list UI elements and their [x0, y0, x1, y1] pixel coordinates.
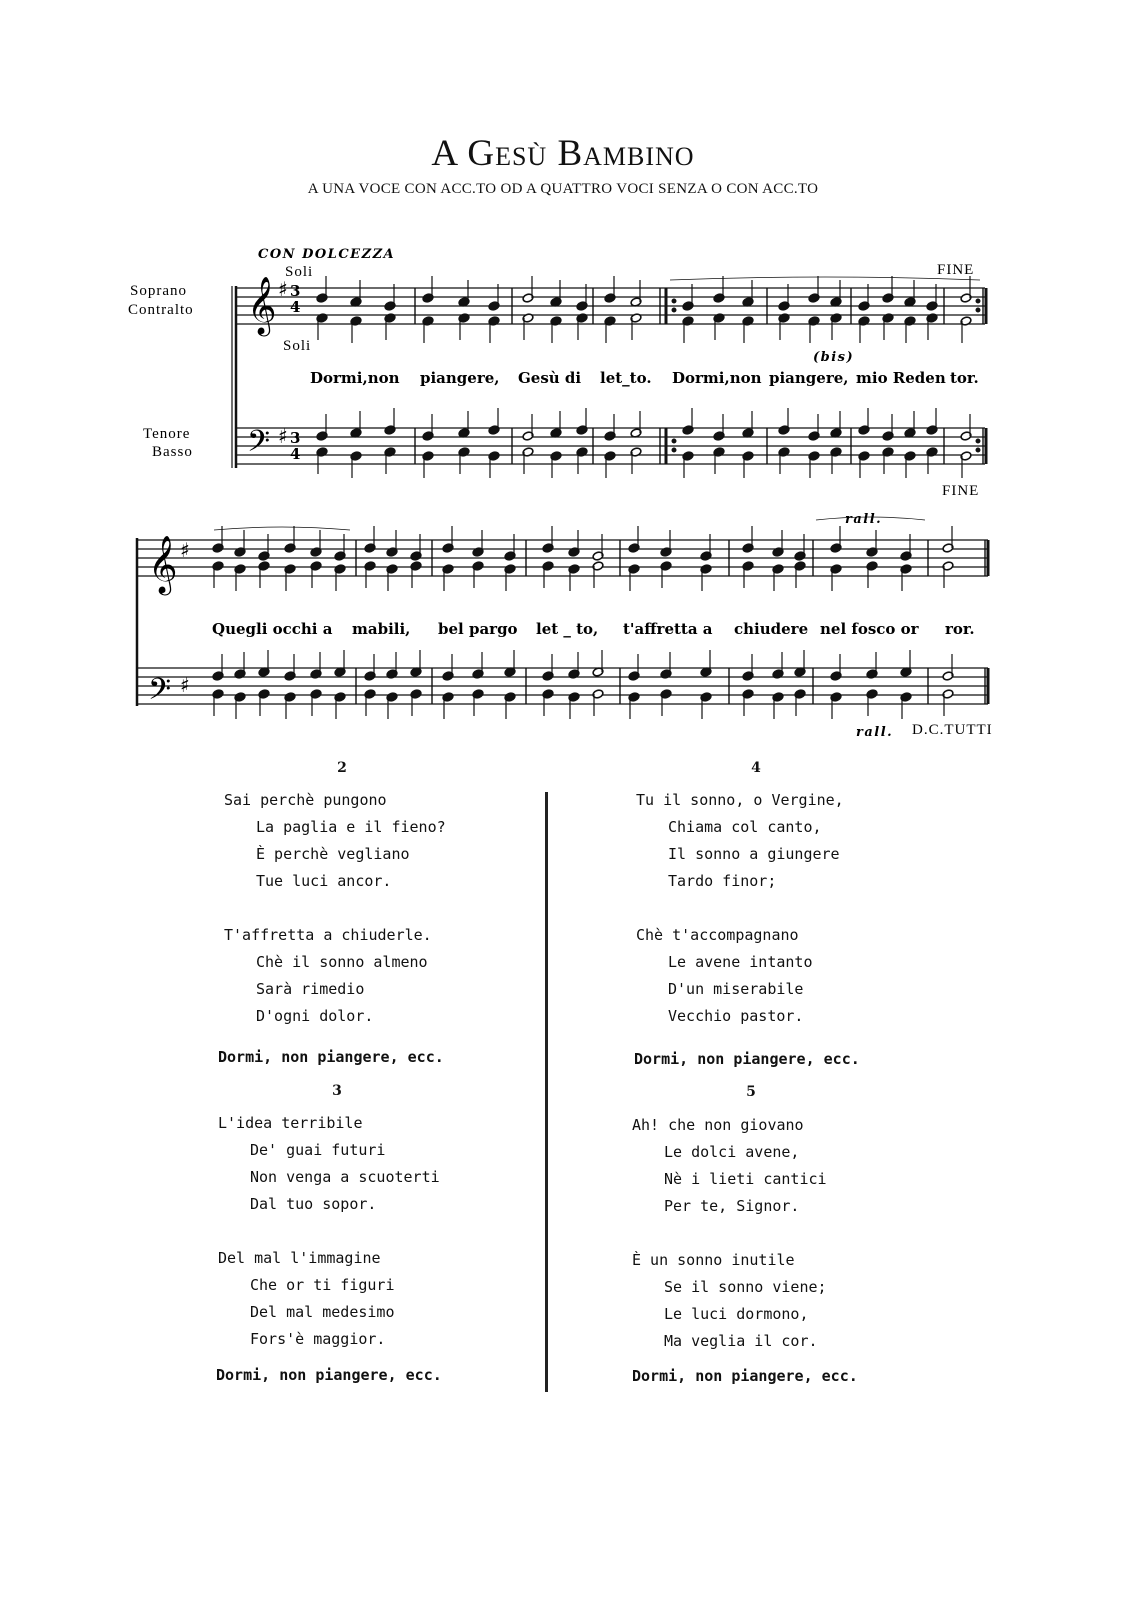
treble-clef: 𝄞 [148, 535, 178, 593]
verse-line: Ma veglia il cor. [664, 1332, 818, 1350]
lyric-syllable: nel fosco or [820, 620, 919, 638]
page-subtitle: A UNA VOCE CON ACC.TO OD A QUATTRO VOCI SENZA O CON ACC.TO [307, 181, 819, 197]
verse-line: Del mal l'immagine [218, 1249, 381, 1267]
verse-line: Dal tuo sopor. [250, 1195, 377, 1213]
verse-line: Se il sonno viene; [664, 1278, 827, 1296]
bass-clef: 𝄢 [247, 425, 271, 466]
time-signature: 4 [290, 445, 301, 463]
verse-line: Le dolci avene, [664, 1143, 800, 1161]
slur [670, 277, 980, 280]
verse-line: Tue luci ancor. [256, 872, 392, 890]
verse-line: La paglia e il fieno? [256, 818, 446, 836]
verse-line: T'affretta a chiuderle. [224, 926, 432, 944]
verse-2 [224, 787, 446, 1030]
verse-line: Le luci dormono, [664, 1305, 809, 1323]
repeat-dot [976, 299, 980, 303]
verse-line: È perchè vegliano [256, 845, 410, 863]
lyric-syllable: chiudere [734, 620, 809, 638]
lyric-syllable: Quegli occhi a [212, 620, 333, 638]
verse-line: Per te, Signor. [664, 1197, 800, 1215]
verse-number: 4 [751, 760, 761, 776]
verse-4 [636, 787, 844, 1030]
bis-marking: (bis) [813, 350, 855, 365]
verse-line: Sai perchè pungono [224, 791, 387, 809]
verse-line: Che or ti figuri [250, 1276, 395, 1294]
verse-line: Chiama col canto, [668, 818, 822, 836]
time-signature: 4 [290, 298, 301, 316]
verse-line: D'un miserabile [668, 980, 804, 998]
repeat-dot [976, 308, 980, 312]
tempo-marking: CON DOLCEZZA [258, 247, 396, 262]
lyrics-system-2 [212, 620, 975, 638]
rall-marking-bottom: rall. [856, 725, 894, 740]
repeat-dot [672, 308, 676, 312]
lyric-syllable: ror. [945, 620, 975, 638]
key-signature: ♯ [180, 673, 190, 697]
lyric-syllable: piangere, [769, 369, 849, 387]
bass-clef: 𝄢 [148, 673, 172, 714]
repeat-dot [976, 439, 980, 443]
verse-line: Fors'è maggior. [250, 1330, 386, 1348]
dc-marking: D.C.TUTTI [912, 722, 993, 738]
voice-label-basso: Basso [152, 444, 193, 460]
lyric-syllable: mio Reden [856, 369, 946, 387]
verse-line: Tardo finor; [668, 872, 777, 890]
verse-line: Del mal medesimo [250, 1303, 395, 1321]
slur [214, 527, 350, 530]
verse-line: Vecchio pastor. [668, 1007, 804, 1025]
soli-label-upper: Soli [285, 264, 314, 280]
key-signature: ♯ [180, 538, 190, 562]
verse-line: Ah! che non giovano [632, 1116, 804, 1134]
music-score [0, 0, 1126, 760]
verse-number: 3 [332, 1083, 342, 1099]
lyric-syllable: Dormi,non [672, 369, 762, 387]
key-signature: ♯ [278, 424, 288, 448]
refrain-line: Dormi, non piangere, ecc. [634, 1050, 860, 1068]
repeat-dot [672, 299, 676, 303]
rall-marking-top: rall. [845, 512, 883, 527]
lyric-syllable: t'affretta a [623, 620, 713, 638]
staff-lines [137, 286, 988, 706]
verse-line: De' guai futuri [250, 1141, 386, 1159]
verse-line: L'idea terribile [218, 1114, 363, 1132]
repeat-dot [672, 439, 676, 443]
verse-line: Sarà rimedio [256, 980, 365, 998]
lyric-syllable: let_to. [600, 369, 652, 387]
soli-label-lower: Soli [283, 338, 312, 354]
lyric-syllable: let _ to, [536, 620, 599, 638]
refrain-line: Dormi, non piangere, ecc. [218, 1048, 444, 1066]
repeat-dot [672, 448, 676, 452]
repeat-dot [976, 448, 980, 452]
lyrics-system-1 [310, 369, 979, 387]
verse-line: Non venga a scuoterti [250, 1168, 440, 1186]
refrain-line: Dormi, non piangere, ecc. [216, 1366, 442, 1384]
verse-number: 5 [746, 1084, 756, 1100]
voice-label-contralto: Contralto [128, 302, 194, 318]
page-title: A Gesù Bambino [431, 133, 695, 174]
lyric-syllable: bel pargo [438, 620, 518, 638]
verse-line: Il sonno a giungere [668, 845, 840, 863]
treble-clef: 𝄞 [247, 276, 277, 334]
notes [212, 276, 980, 719]
verse-line: Chè t'accompagnano [636, 926, 799, 944]
verse-3 [218, 1110, 440, 1353]
verse-line: Tu il sonno, o Vergine, [636, 791, 844, 809]
verse-line: Nè i lieti cantici [664, 1170, 827, 1188]
verse-line: D'ogni dolor. [256, 1007, 374, 1025]
lyric-syllable: piangere, [420, 369, 500, 387]
voice-label-tenore: Tenore [143, 426, 191, 442]
time-signature: 3 [290, 429, 301, 447]
time-signature: 3 [290, 282, 301, 300]
refrain-line: Dormi, non piangere, ecc. [632, 1367, 858, 1385]
key-signature: ♯ [278, 277, 288, 301]
verse-line: Chè il sonno almeno [256, 953, 428, 971]
lyric-syllable: tor. [950, 369, 979, 387]
column-divider [545, 792, 548, 1392]
verse-number: 2 [337, 760, 347, 776]
verse-line: Le avene intanto [668, 953, 813, 971]
verse-5 [632, 1112, 827, 1355]
lyric-syllable: mabili, [352, 620, 411, 638]
verse-line: È un sonno inutile [632, 1251, 795, 1269]
voice-label-soprano: Soprano [130, 283, 187, 299]
fine-label-bottom: FINE [942, 483, 980, 499]
lyric-syllable: Gesù di [518, 369, 582, 387]
fine-label-top: FINE [937, 262, 975, 278]
lyric-syllable: Dormi,non [310, 369, 400, 387]
